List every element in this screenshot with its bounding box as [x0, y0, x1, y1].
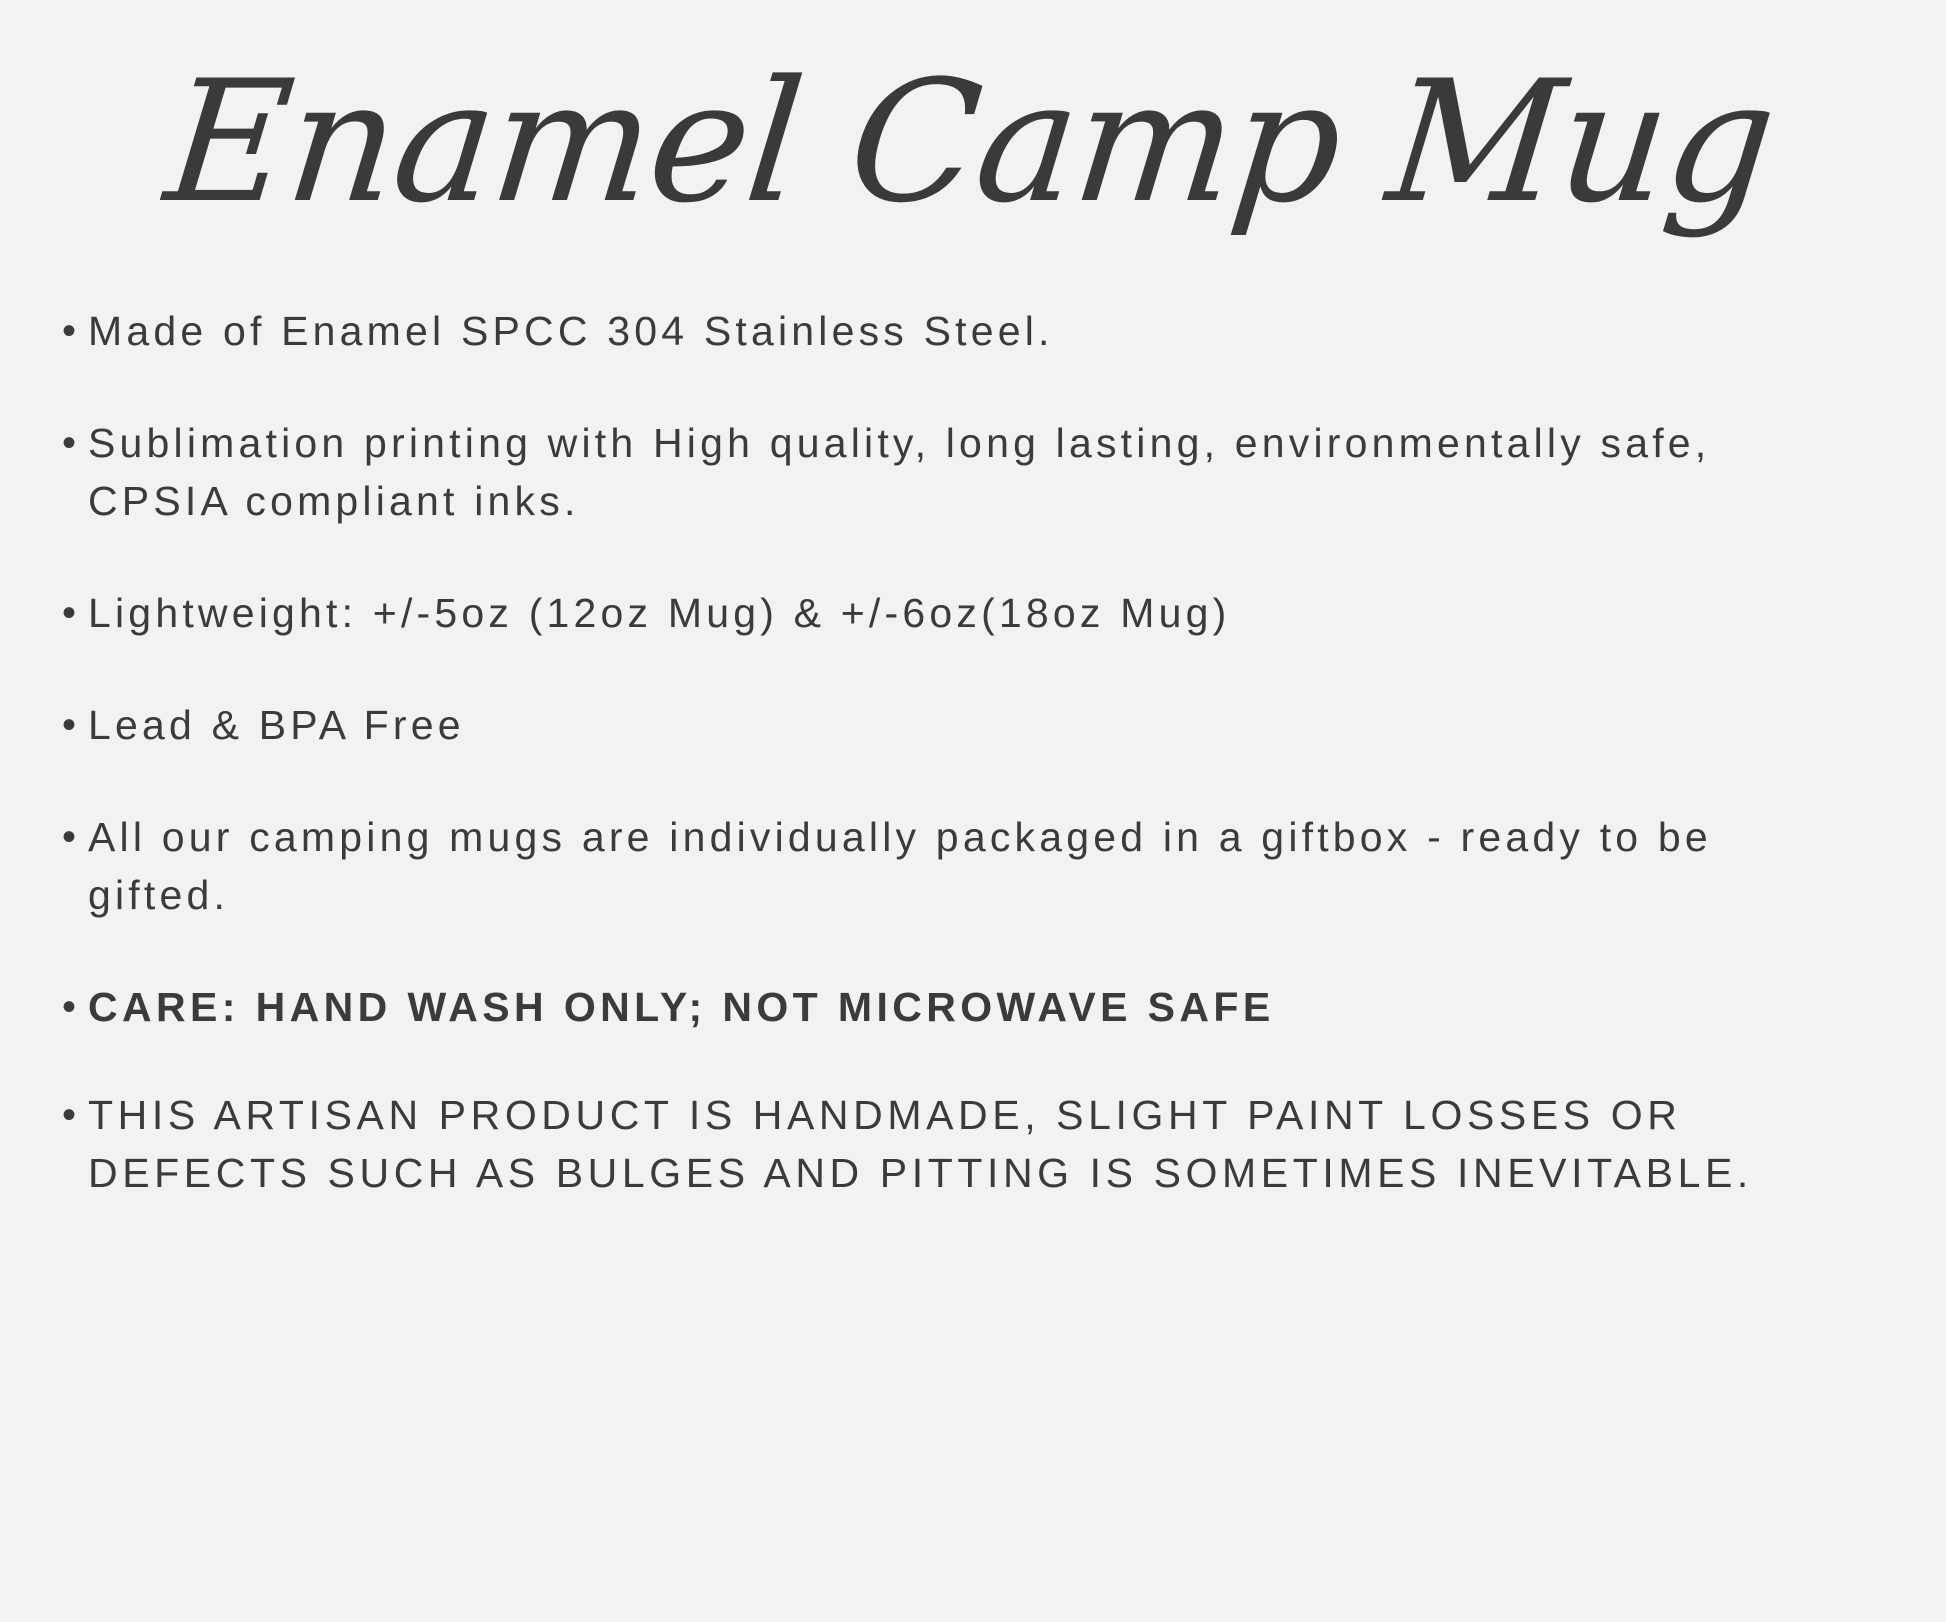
- bullet-icon: •: [62, 421, 77, 466]
- feature-list: [0, 302, 1946, 1202]
- bullet-icon: •: [62, 815, 77, 860]
- feature-packaging: All our camping mugs are individually packaged in a giftbox - ready to be gifted.: [88, 814, 1712, 919]
- feature-material: Made of Enamel SPCC 304 Stainless Steel.: [88, 308, 1054, 355]
- list-item: [62, 584, 1836, 642]
- care-instructions: CARE: HAND WASH ONLY; NOT MICROWAVE SAFE: [88, 984, 1275, 1031]
- feature-weight: Lightweight: +/-5oz (12oz Mug) & +/-6oz(18oz Mug): [88, 590, 1231, 637]
- artisan-disclaimer: THIS ARTISAN PRODUCT IS HANDMADE, SLIGHT PAINT LOSSES OR DEFECTS SUCH AS BULGES AND PITTING IS SOMETIMES INEVITABLE.: [88, 1092, 1753, 1197]
- list-item: [62, 414, 1836, 530]
- feature-lead-bpa-free: Lead & BPA Free: [88, 702, 465, 749]
- feature-printing: Sublimation printing with High quality, long lasting, environmentally safe, CPSIA compliant inks.: [88, 420, 1711, 525]
- list-item: [62, 696, 1836, 754]
- bullet-icon: •: [62, 591, 77, 636]
- bullet-icon: •: [62, 703, 77, 748]
- list-item: [62, 1086, 1836, 1202]
- bullet-icon: •: [62, 309, 77, 354]
- list-item: [62, 302, 1836, 360]
- list-item: [62, 978, 1836, 1036]
- bullet-icon: •: [62, 1093, 77, 1138]
- page-title: Enamel Camp Mug: [158, 44, 1783, 240]
- list-item: [62, 808, 1836, 924]
- bullet-icon: •: [62, 985, 77, 1030]
